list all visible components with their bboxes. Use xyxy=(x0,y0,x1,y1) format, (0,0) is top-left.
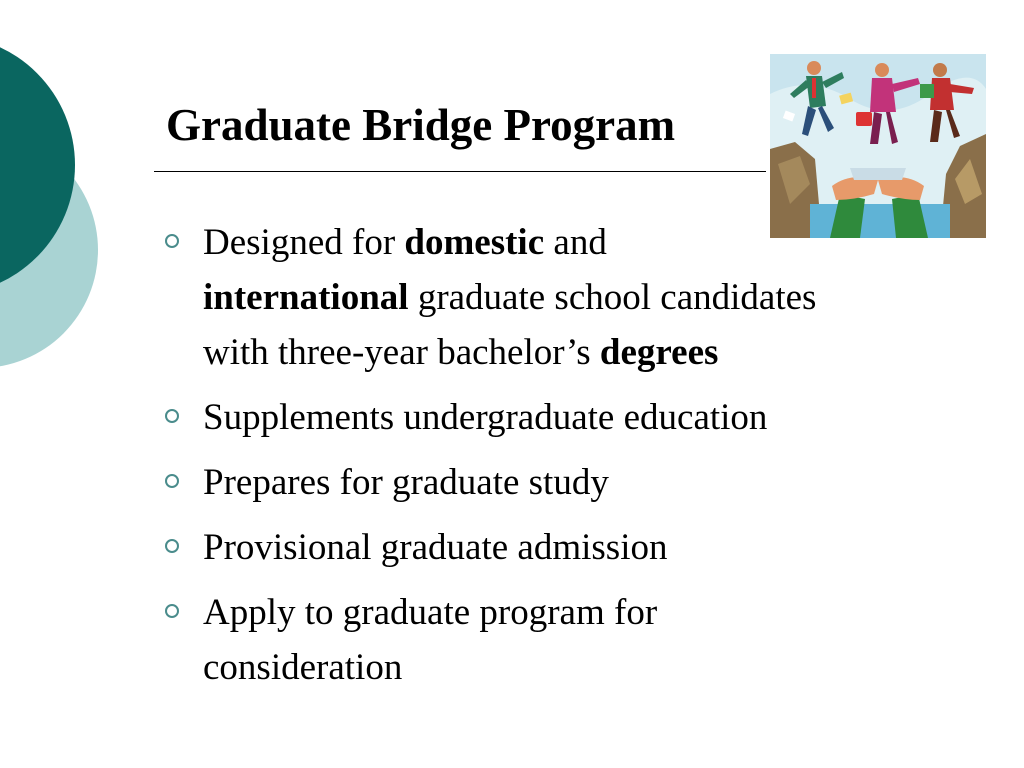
bullet-circle-icon xyxy=(165,539,179,553)
bullet-text: with three-year bachelor’s xyxy=(203,332,600,373)
business-people-handshake-clipart xyxy=(770,54,986,238)
bullet-text: Supplements undergraduate education xyxy=(203,397,768,438)
bullet-text: consideration xyxy=(203,647,403,688)
bullet-item-apply xyxy=(162,585,982,695)
bullet-circle-icon xyxy=(165,409,179,423)
bullet-item-designed-for xyxy=(162,215,982,380)
bold-international: international xyxy=(203,277,409,318)
bullet-circle-icon xyxy=(165,234,179,248)
bullet-line xyxy=(203,325,982,380)
bullet-item-supplements xyxy=(162,390,982,445)
bullet-circle-icon xyxy=(165,474,179,488)
bullet-list xyxy=(162,215,982,705)
bullet-line xyxy=(203,215,982,270)
bullet-circle-icon xyxy=(165,604,179,618)
bold-degrees: degrees xyxy=(599,332,719,373)
bullet-text: Provisional graduate admission xyxy=(203,527,668,568)
bullet-text: Prepares for graduate study xyxy=(203,462,609,503)
bullet-item-prepares xyxy=(162,455,982,510)
bullet-text: and xyxy=(544,222,607,263)
slide-title: Graduate Bridge Program xyxy=(166,100,676,150)
bullet-item-provisional xyxy=(162,520,982,575)
title-underline xyxy=(154,171,766,172)
bullet-text: graduate school candidates xyxy=(408,277,817,318)
decorative-circles xyxy=(0,0,130,420)
bold-domestic: domestic xyxy=(404,222,545,263)
bullet-text: Designed for xyxy=(203,222,405,263)
bullet-text: Apply to graduate program for xyxy=(203,592,658,633)
bullet-line xyxy=(203,270,982,325)
